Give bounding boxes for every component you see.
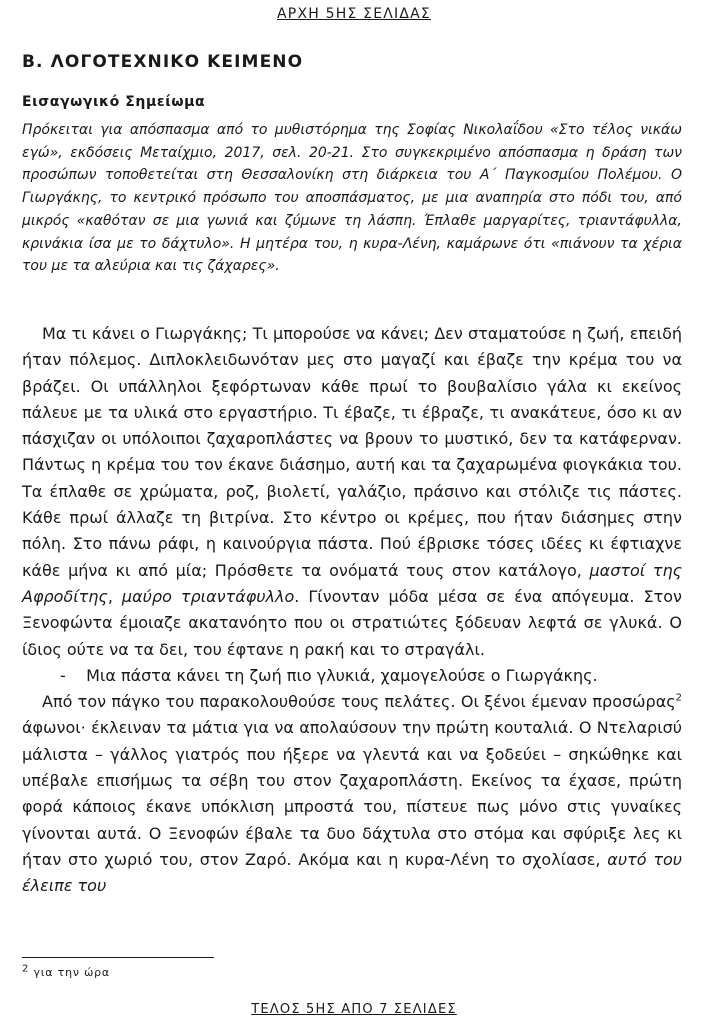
page-footer: ΤΕΛΟΣ 5ΗΣ ΑΠΟ 7 ΣΕΛΙΔΕΣ <box>251 1002 457 1017</box>
footnote-reference: 2 <box>675 692 682 704</box>
separator: , <box>107 586 122 606</box>
paragraph-2-italic: αυτό του έλειπε του <box>22 849 682 896</box>
intro-heading: Εισαγωγικό Σημείωμα <box>22 94 206 110</box>
footnote-divider <box>22 957 214 958</box>
paragraph-1-text-b: . Γίνονταν μόδα μέσα σε ένα απόγευμα. Στον Ξενοφώντα έμοιαζε ακατανόητο που οι στρατιώτες ξόδευαν λεφτά σε γλυκά. Ο ίδιος ούτε να τα δει, του έφτανε η ρακή και το στραγάλι. <box>22 586 682 659</box>
paragraph-2 <box>22 689 682 899</box>
dialogue-line: - Μια πάστα κάνει τη ζωή πιο γλυκιά, χαμογελούσε ο Γιωργάκης. <box>60 665 598 685</box>
section-title: Β. ΛΟΓΟΤΕΧΝΙΚΟ ΚΕΙΜΕΝΟ <box>22 52 304 72</box>
intro-text: Πρόκειται για απόσπασμα από το μυθιστόρημα της Σοφίας Νικολαΐδου «Στο τέλος νικάω εγώ», εκδόσεις Μεταίχμιο, 2017, σελ. 20-21. Στο συγκεκριμένο απόσπασμα η δράση των προσώπων τοποθετείται στη Θεσσαλονίκη στη διάρκεια του Α΄ Παγκοσμίου Πολέμου. Ο Γιωργάκης, το κεντρικό πρόσωπο του αποσπάσματος, με μια αναπηρία στο πόδι του, από μικρός «καθόταν σε μια γωνιά και ζύμωνε τη λάσπη. Έπλαθε μαργαρίτες, τριαντάφυλλα, κρινάκια ίσα με το δάχτυλο». Η μητέρα του, η κυρα-Λένη, καμάρωνε ότι «πιάνουν τα χέρια του με τα αλεύρια και τις ζάχαρες». <box>22 122 682 275</box>
paragraph-2-text-a: Από τον πάγκο του παρακολουθούσε τους πελάτες. Οι ξένοι έμεναν προσώρας <box>42 692 676 712</box>
pastry-name-2: μαύρο τριαντάφυλλο <box>121 586 295 606</box>
literary-text <box>22 321 682 900</box>
paragraph-1-text-a: Μα τι κάνει ο Γιωργάκης; Τι μπορούσε να κάνει; Δεν σταματούσε η ζωή, επειδή ήταν πόλεμος. Διπλοκλειδωνόταν μες στο μαγαζί και έβαζε την κρέμα του να βράζει. Οι υπάλληλοι ξεφόρτωναν κάθε πρωί το βουβαλίσιο γάλα κι εκείνος πάλευε με τα υλικά στο εργαστήριο. Τι έβαζε, τι έβραζε, τι ανακάτευε, όσο κι αν πάσχιζαν οι υπόλοιποι ζαχαροπλάστες να βρουν το μυστικό, δεν τα κατάφερναν. Πάντως η κρέμα του τον έκανε διάσημο, αυτή και τα ζαχαρωμένα φιογκάκια του. Τα έπλαθε σε χρώματα, ροζ, βιολετί, γαλάζιο, πράσινο και στόλιζε τις πάστες. Κάθε πρωί άλλαζε τη βιτρίνα. Στο κέντρο οι κρέμες, που ήταν διάσημες στην πόλη. Στο πάνω ράφι, η καινούργια πάστα. Πού έβρισκε τόσες ιδέες κι έφτιαχνε κάθε μήνα κι από μία; Πρόσθετε τα ονόματά τους στον κατάλογο, <box>22 324 682 580</box>
paragraph-1 <box>22 321 682 663</box>
paragraph-2-text-b: άφωνοι· έκλειναν τα μάτια για να απολαύσουν την πρώτη κουταλιά. Ο Ντελαρισύ μάλιστα – γάλλος γιατρός που ήξερε να γλεντά και να ξοδεύει – σηκώθηκε και υπέβαλε επισήμως τα σέβη του στον ζαχαροπλάστη. Εκείνος τα έχασε, πρώτη φορά κάποιος έκανε υπόκλιση μπροστά του, πίστευε πως μόνο στις γυναίκες γίνονται αυτά. Ο Ξενοφών έβαλε τα δυο δάχτυλα στο στόμα και σφύριξε λες κι ήταν στο χωριό του, στον Ζαρό. Ακόμα και η κυρα-Λένη το σχολίασε, <box>22 718 682 869</box>
footnote-text: για την ώρα <box>29 966 110 979</box>
pastry-name-1: μαστοί της Αφροδίτης <box>22 560 683 606</box>
footnote-marker: 2 <box>22 963 30 975</box>
footnote <box>22 963 110 979</box>
page-header: ΑΡΧΗ 5ΗΣ ΣΕΛΙΔΑΣ <box>277 6 431 22</box>
